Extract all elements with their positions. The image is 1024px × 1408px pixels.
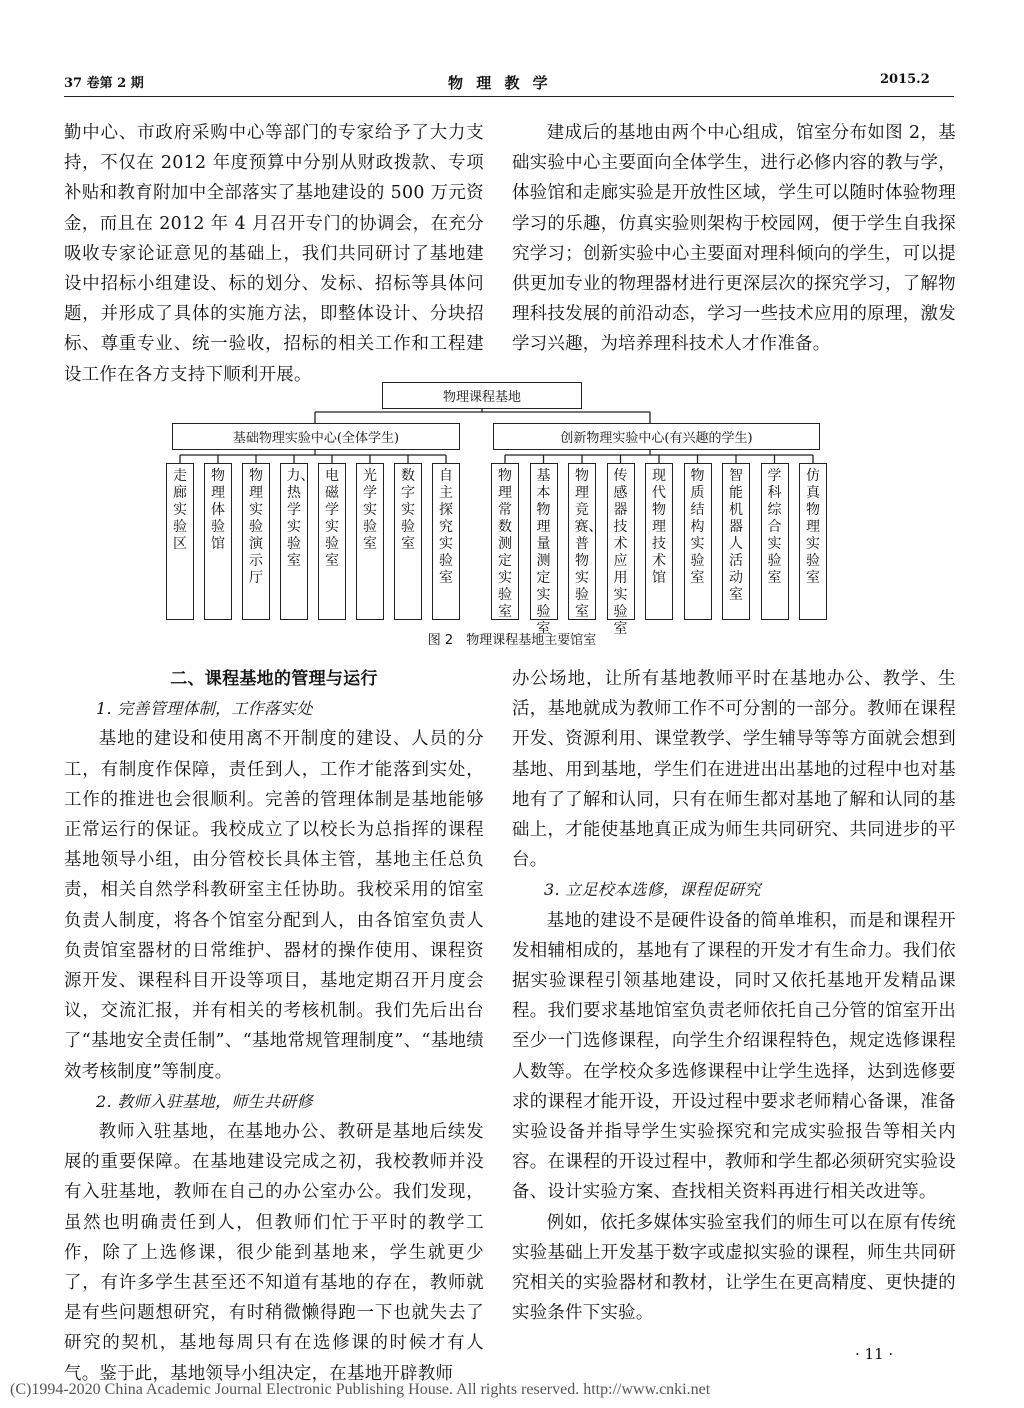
chart-room-label: 传感器技术应用实验室 bbox=[613, 468, 628, 637]
chart-room-label: 电磁学实验室 bbox=[325, 468, 339, 569]
paragraph: 办公场地，让所有基地教师平时在基地办公、教学、生活，基地就成为教师工作不可分割的一部分。教师在课程开发、资源利用、课堂教学、学生辅导等等方面就会想到基地、用到基地，学生们在进进出出基地的过程中也对基地有了了解和认同，只有在师生都对基地了解和认同的基础上，才能使基地真正成为师生共同研究、共同进步的平台。 bbox=[512, 669, 956, 871]
chart-room-box bbox=[607, 463, 635, 637]
chart-innovation-center-box bbox=[493, 423, 820, 450]
chart-room-box bbox=[280, 463, 315, 620]
chart-room-label: 学科综合实验室 bbox=[767, 468, 782, 586]
chart-root-box bbox=[382, 382, 582, 409]
chart-room-box bbox=[356, 463, 384, 620]
paragraph: 基地的建设不是硬件设备的简单堆积，而是和课程开发相辅相成的，基地有了课程的开发才有生命力。我们依据实验课程引领基地建设，同时又依托基地开发精品课程。我们要求基地馆室负责老师依托自己分管的馆室开出至少一门选修课程，向学生介绍课程特色，规定选修课程人数等。在学校众多选修课程中让学生选择，达到选修要求的课程才能开设，开设过程中要求老师精心备课，准备实验设备并指导学生实验探究和完成实验报告等相关内容。在课程的开设过程中，教师和学生都必须研究实验设备、设计实验方案、查找相关资料再进行相关改进等。 bbox=[512, 910, 956, 1203]
paragraph: 建成后的基地由两个中心组成，馆室分布如图 2，基础实验中心主要面向全体学生，进行必修内容的教与学，体验馆和走廊实验是开放性区域，学生可以随时体验物理学习的乐趣，仿真实验则架构于校园网，便于学生自我探究学习；创新实验中心主要面对理科倾向的学生，可以提供更加专业的物理器材进行更深层次的探究学习，了解物理科技发展的前沿动态，学习一些技术应用的原理，激发学习兴趣，为培养理科技术人才作准备。 bbox=[512, 123, 956, 355]
paragraph: 基地的建设和使用离不开制度的建设、人员的分工，有制度作保障，责任到人，工作才能落到实处，工作的推进也会很顺利。完善的管理体制是基地能够正常运行的保证。我校成立了以校长为总指挥的课程基地领导小组，由分管校长具体主管，基地主任总负责，相关自然学科教研室主任协助。我校采用的馆室负责人制度，将各个馆室分配到人，由各馆室负责人负责馆室器材的日常维护、器材的操作使用、课程资源开发、课程科目开设等项目，基地定期召开月度会议，交流汇报，并有相关的考核机制。我们先后出台了“基地安全责任制”、“基地常规管理制度”、“基地绩效考核制度”等制度。 bbox=[64, 729, 484, 1082]
chart-room-label: 光学实验室 bbox=[363, 468, 377, 552]
chart-room-box bbox=[799, 463, 827, 620]
chart-basic-center-box bbox=[172, 423, 460, 450]
chart-room-label: 物质结构实验室 bbox=[690, 468, 705, 586]
chart-room-box bbox=[204, 463, 232, 620]
subsection-heading-2: 2. 教师入驻基地，师生共研修 bbox=[96, 1091, 313, 1111]
page-number: · 11 · bbox=[855, 1345, 894, 1363]
paragraph: 勤中心、市政府采购中心等部门的专家给予了大力支持，不仅在 2012 年度预算中分别从财政拨款、专项补贴和教育附加中全部落实了基地建设的 500 万元资金，而且在 2012 年 4 月召开专门的协调会，在充分吸收专家论证意见的基础上，我们共同研讨了基地建设中招标小组建设、标的划分、发标、招标等具体问题，并形成了具体的实施方法，即整体设计、分块招标、尊重专业、统一验收，招标的相关工作和工程建设工作在各方支持下顺利开展。 bbox=[64, 123, 484, 385]
chart-room-label: 基本物理量测定实验室 bbox=[536, 468, 551, 637]
chart-room-box bbox=[394, 463, 422, 620]
chart-room-label: 现代物理技术馆 bbox=[652, 468, 666, 586]
paragraph: 例如，依托多媒体实验室我们的师生可以在原有传统实验基础上开发基于数字或虚拟实验的课程，师生共同研究相关的实验器材和教材，让学生在更高精度、更快捷的实验条件下实验。 bbox=[512, 1212, 956, 1324]
bottom-left-column bbox=[64, 664, 484, 1389]
chart-room-box bbox=[318, 463, 346, 620]
chart-room-label: 力、热学实验室 bbox=[286, 468, 315, 569]
bottom-right-column bbox=[512, 664, 956, 1328]
chart-room-label: 物理常数测定实验室 bbox=[498, 468, 512, 620]
subsection-heading-3: 3. 立足校本选修，课程促研究 bbox=[544, 880, 761, 900]
chart-room-box bbox=[432, 463, 460, 620]
chart-room-box bbox=[491, 463, 519, 620]
chart-room-box bbox=[645, 463, 673, 620]
section-heading: 二、课程基地的管理与运行 bbox=[170, 669, 378, 689]
chart-room-box bbox=[761, 463, 789, 620]
paragraph: 教师入驻基地，在基地办公、教研是基地后续发展的重要保障。在基地建设完成之初，我校教师并没有入驻基地，教师在自己的办公室办公。我们发现，虽然也明确责任到人，但教师们忙于平时的教学工作，除了上选修课，很少能到基地来，学生就更少了，有许多学生甚至还不知道有基地的存在，教师就是有些问题想研究，有时稍微懒得跑一下也就失去了研究的契机，基地每周只有在选修课的时候才有人气。鉴于此，基地领导小组决定，在基地开辟教师 bbox=[64, 1122, 484, 1384]
chart-innovation-center-label: 创新物理实验中心(有兴趣的学生) bbox=[560, 431, 753, 446]
figure-caption: 图 2 物理课程基地主要馆室 bbox=[427, 633, 597, 648]
chart-root-label: 物理课程基地 bbox=[442, 390, 521, 405]
header-date: 2015.2 bbox=[880, 72, 930, 87]
chart-room-box bbox=[242, 463, 270, 620]
chart-room-label: 走廊实验区 bbox=[173, 468, 187, 552]
chart-room-box bbox=[530, 463, 558, 637]
subsection-heading-1: 1. 完善管理体制，工作落实处 bbox=[96, 699, 313, 719]
chart-room-label: 数字实验室 bbox=[401, 468, 415, 552]
chart-room-box bbox=[722, 463, 750, 620]
chart-room-box bbox=[684, 463, 712, 620]
header-journal-title: 物 理 教 学 bbox=[448, 74, 552, 92]
chart-room-box bbox=[568, 463, 603, 620]
chart-room-box bbox=[166, 463, 194, 620]
chart-room-label: 物理实验演示厅 bbox=[249, 468, 263, 586]
chart-room-label: 自主探究实验室 bbox=[439, 468, 453, 586]
chart-room-label: 仿真物理实验室 bbox=[806, 468, 820, 586]
chart-room-label: 物理体验馆 bbox=[211, 468, 225, 552]
chart-room-label: 物理竞赛、普物实验室 bbox=[574, 468, 603, 620]
chart-basic-center-label: 基础物理实验中心(全体学生) bbox=[232, 431, 400, 446]
copyright-footer: (C)1994-2020 China Academic Journal Electronic Publishing House. All rights reserved. http://www.cnki.net bbox=[10, 1381, 711, 1398]
chart-room-label: 智能机器人活动室 bbox=[729, 468, 743, 603]
header-volume: 37 卷第 2 期 bbox=[64, 76, 144, 91]
